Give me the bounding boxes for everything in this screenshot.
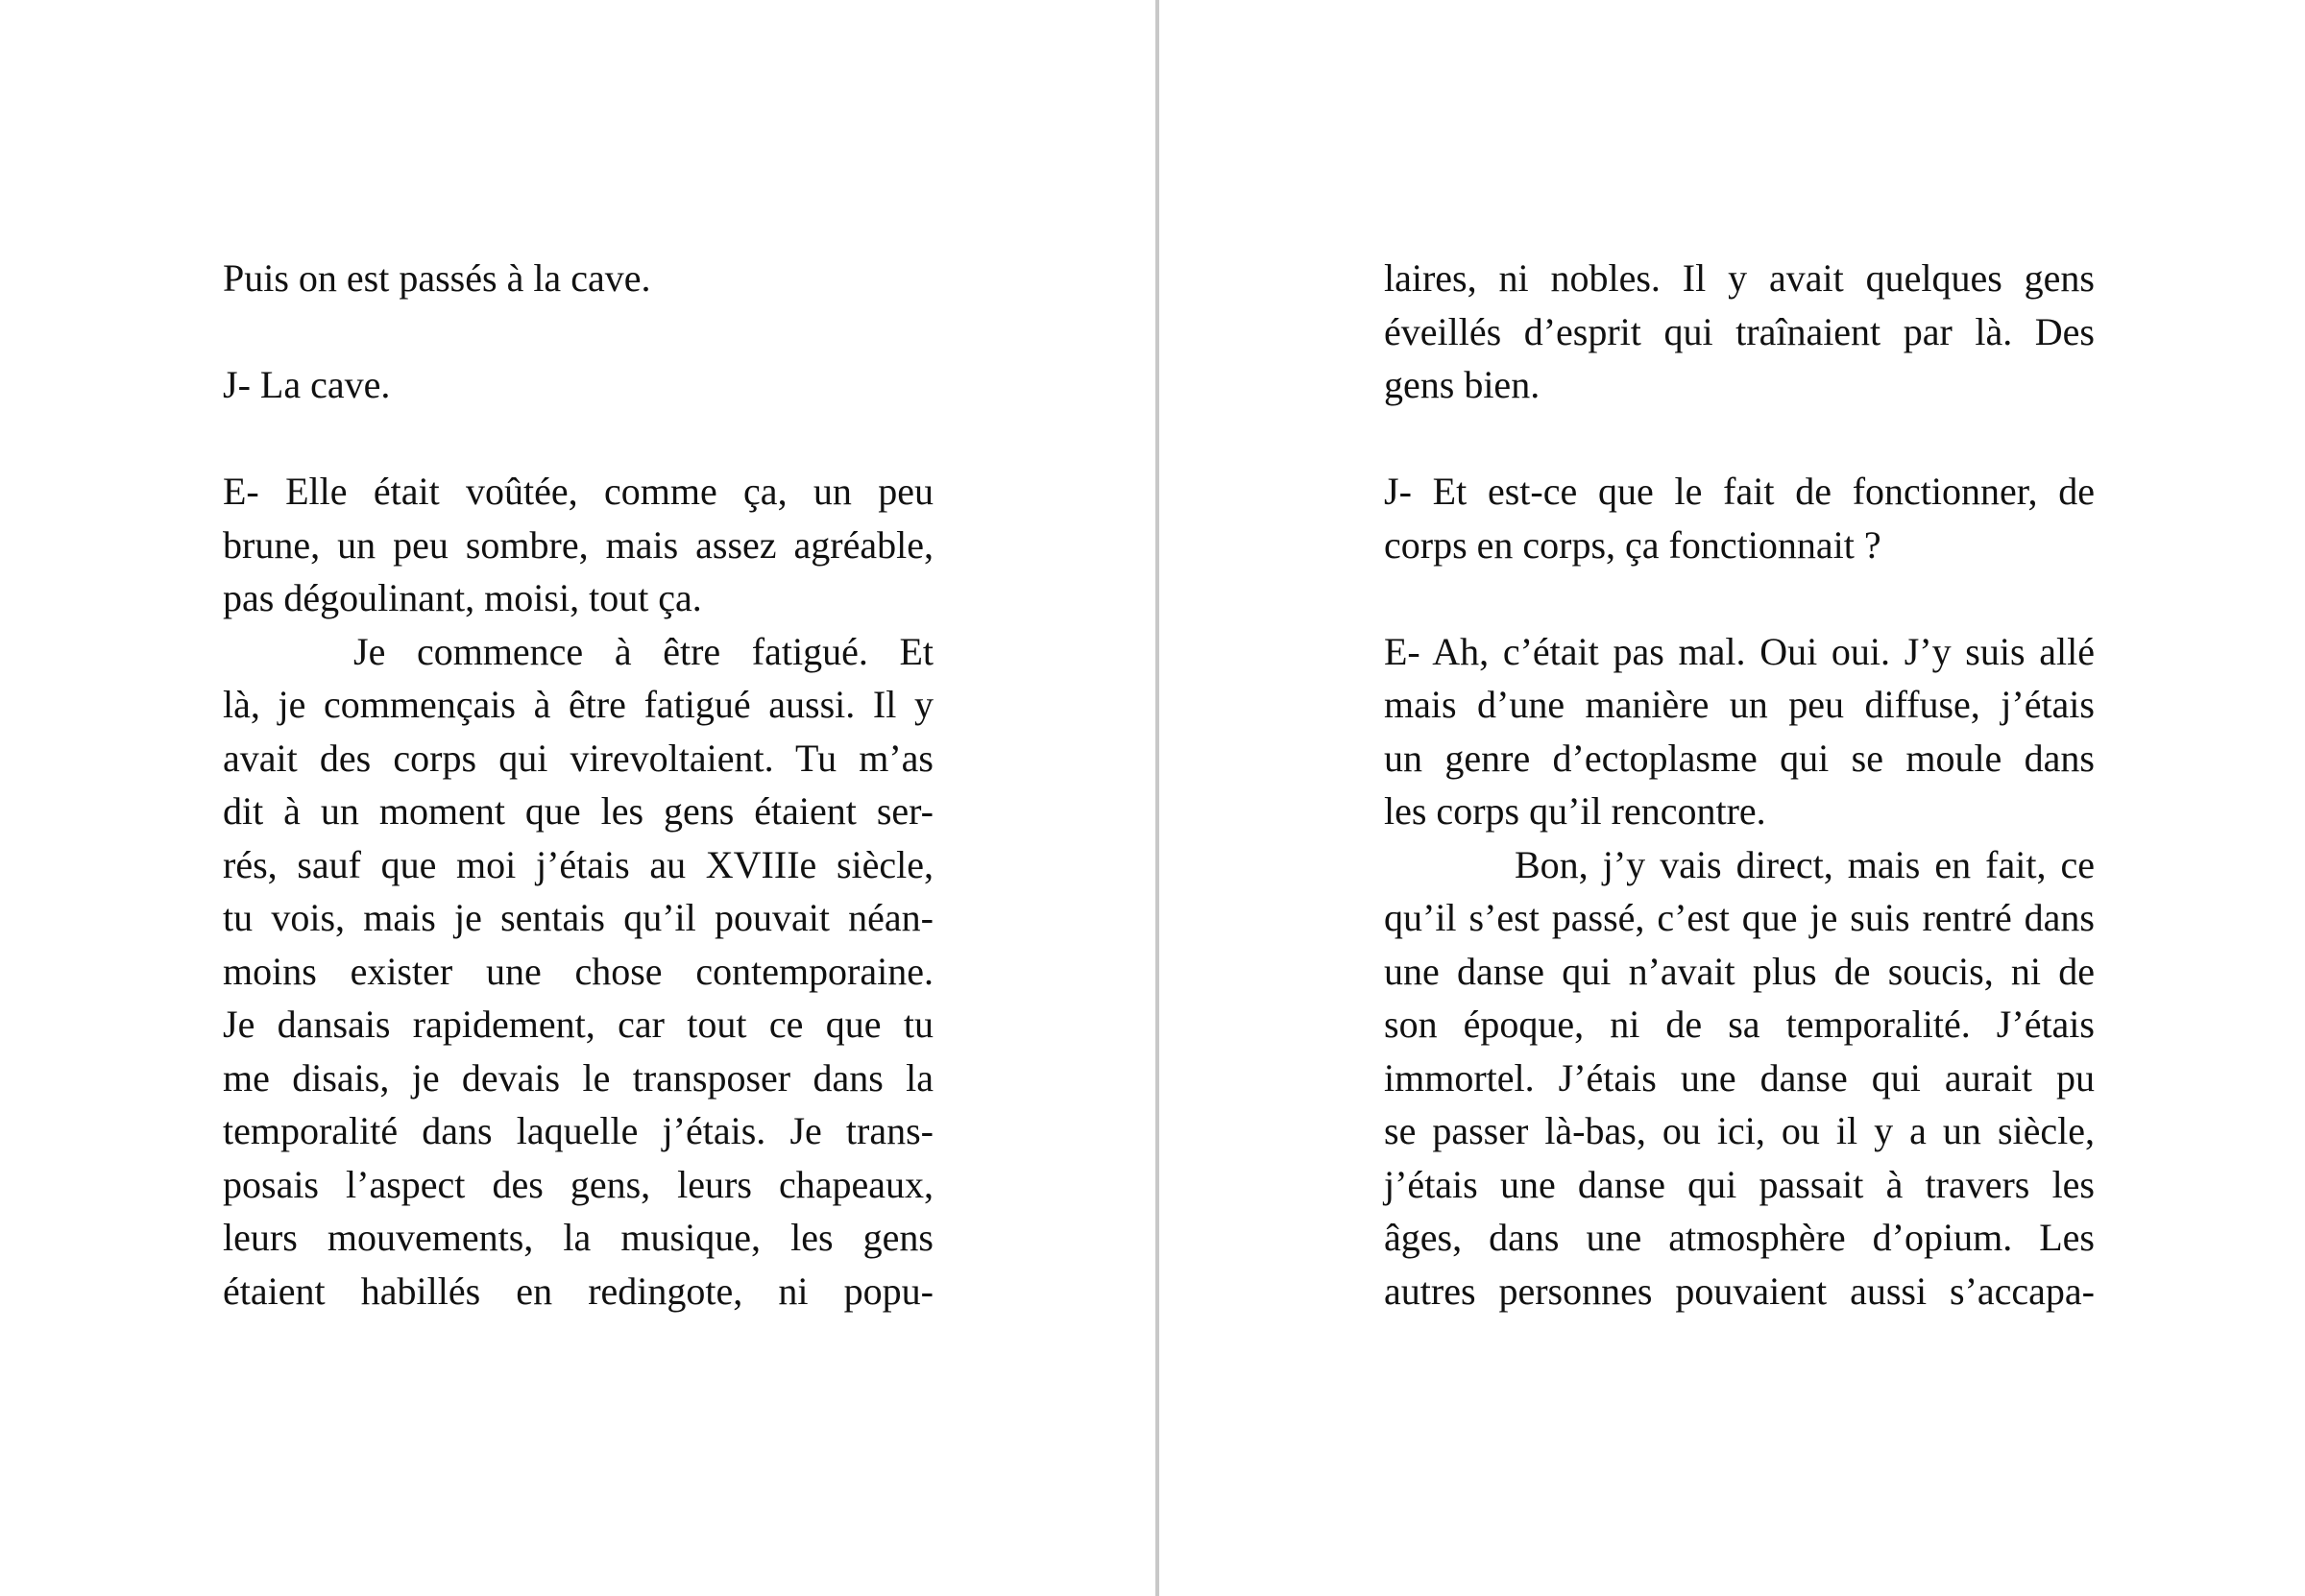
text-line: j’étais une danse qui passait à travers les	[1384, 1162, 2095, 1206]
text-line: immortel. J’étais une danse qui aurait pu	[1384, 1055, 2095, 1100]
text-line: temporalité dans laquelle j’étais. Je trans-	[223, 1109, 934, 1152]
paragraph	[223, 465, 934, 625]
left-page-text	[223, 252, 934, 1318]
text-line: un genre d’ectoplasme qui se moule dans	[1384, 736, 2095, 780]
text-line: rés, sauf que moi j’étais au XVIIIe siècle,	[223, 842, 934, 886]
text-line: son époque, ni de sa temporalité. J’étais	[1384, 1003, 2095, 1046]
text-line: E- Ah, c’était pas mal. Oui oui. J’y suis allé	[1384, 629, 2095, 673]
paragraph	[223, 252, 934, 305]
text-line: J- La cave.	[223, 363, 391, 406]
right-page-text	[1384, 252, 2095, 1318]
paragraph	[1384, 252, 2095, 412]
paragraph	[223, 358, 934, 412]
paragraph-spacer	[223, 412, 934, 466]
text-line: brune, un peu sombre, mais assez agréable,	[223, 522, 934, 567]
text-line: J- Et est-ce que le fait de fonctionner, de	[1384, 470, 2095, 513]
paragraph-spacer	[223, 305, 934, 359]
text-line: corps en corps, ça fonctionnait ?	[1384, 522, 1881, 567]
text-line: étaient habillés en redingote, ni popu-	[223, 1269, 934, 1313]
text-line: Je dansais rapidement, car tout ce que tu	[223, 1003, 934, 1046]
text-line: éveillés d’esprit qui traînaient par là. Des	[1384, 309, 2095, 353]
text-line: là, je commençais à être fatigué aussi. Il y	[223, 683, 934, 726]
text-line: Je commence à être fatigué. Et	[353, 629, 934, 673]
right-page	[1159, 0, 2305, 1596]
text-line: Bon, j’y vais direct, mais en fait, ce	[1515, 842, 2095, 886]
text-line: leurs mouvements, la musique, les gens	[223, 1216, 934, 1259]
paragraph	[1384, 465, 2095, 571]
text-line: E- Elle était voûtée, comme ça, un peu	[223, 470, 934, 513]
text-line: les corps qu’il rencontre.	[1384, 789, 1766, 833]
text-line: se passer là-bas, ou ici, ou il y a un siècle,	[1384, 1109, 2095, 1152]
text-line: me disais, je devais le transposer dans la	[223, 1055, 934, 1100]
text-line: dit à un moment que les gens étaient ser-	[223, 789, 934, 833]
text-line: pas dégoulinant, moisi, tout ça.	[223, 576, 702, 619]
text-line: qu’il s’est passé, c’est que je suis rentré dans	[1384, 896, 2095, 939]
text-line: Puis on est passés à la cave.	[223, 256, 651, 300]
text-line: mais d’une manière un peu diffuse, j’étais	[1384, 683, 2095, 726]
paragraph	[1384, 625, 2095, 838]
text-line: autres personnes pouvaient aussi s’accapa-	[1384, 1269, 2095, 1313]
text-line: une danse qui n’avait plus de soucis, ni de	[1384, 949, 2095, 993]
text-line: âges, dans une atmosphère d’opium. Les	[1384, 1216, 2095, 1259]
text-line: laires, ni nobles. Il y avait quelques gens	[1384, 256, 2095, 300]
paragraph	[1384, 838, 2095, 1318]
text-line: posais l’aspect des gens, leurs chapeaux,	[223, 1162, 934, 1206]
paragraph-spacer	[1384, 571, 2095, 625]
text-line: gens bien.	[1384, 363, 1541, 406]
paragraph	[223, 625, 934, 1318]
paragraph-spacer	[1384, 412, 2095, 466]
text-line: moins exister une chose contemporaine.	[223, 949, 934, 993]
text-line: tu vois, mais je sentais qu’il pouvait néan-	[223, 896, 934, 939]
text-line: avait des corps qui virevoltaient. Tu m’as	[223, 736, 934, 780]
